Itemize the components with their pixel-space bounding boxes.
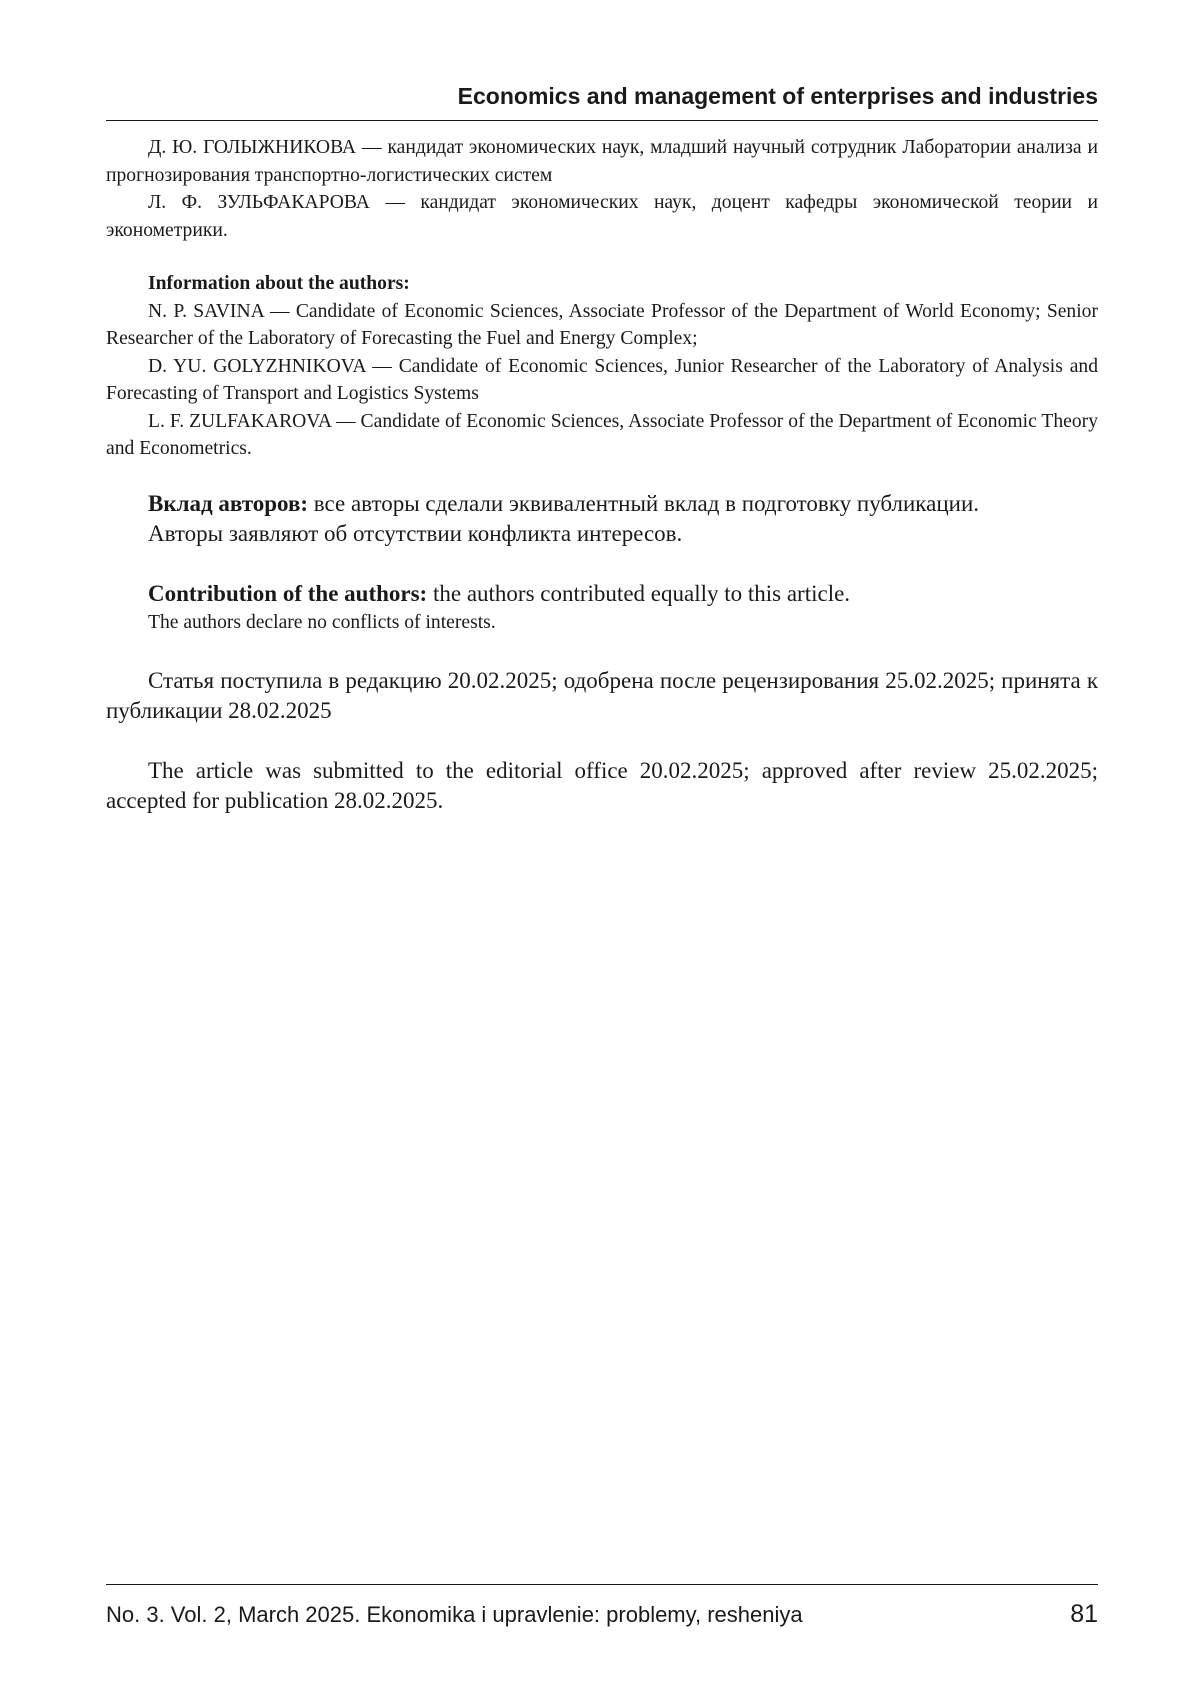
contribution-ru <box>106 489 1098 519</box>
spacer <box>106 726 1098 756</box>
spacer <box>106 636 1098 666</box>
conflict-statement-en: The authors declare no conflicts of interests. <box>106 609 1098 637</box>
spacer <box>106 244 1098 270</box>
author-info-en-zulfakarova: L. F. ZULFAKAROVA — Candidate of Economic Sciences, Associate Professor of the Department of Economic Theory and Econometrics. <box>106 408 1098 463</box>
spacer <box>106 549 1098 579</box>
article-dates-ru: Статья поступила в редакцию 20.02.2025; одобрена после рецензирования 25.02.2025; принята к публикации 28.02.2025 <box>106 666 1098 726</box>
running-title: Economics and management of enterprises and industries <box>106 82 1098 110</box>
footer-rule <box>106 1584 1098 1585</box>
author-info-ru-golyzhnikova: Д. Ю. ГОЛЫЖНИКОВА — кандидат экономических наук, младший научный сотрудник Лаборатории анализа и прогнозирования транспортно-логистических систем <box>106 134 1098 189</box>
spacer <box>106 463 1098 489</box>
page-footer <box>106 1600 1098 1629</box>
journal-page <box>0 0 1200 1698</box>
contribution-en-label: Contribution of the authors: <box>148 581 427 606</box>
authors-info-heading: Information about the authors: <box>106 270 1098 298</box>
article-end-matter <box>106 134 1098 816</box>
author-info-ru-zulfakarova: Л. Ф. ЗУЛЬФАКАРОВА — кандидат экономических наук, доцент кафедры экономической теории и эконометрики. <box>106 189 1098 244</box>
conflict-statement-ru: Авторы заявляют об отсутствии конфликта интересов. <box>106 519 1098 549</box>
contribution-ru-text: все авторы сделали эквивалентный вклад в подготовку публикации. <box>308 491 979 516</box>
page-number: 81 <box>1070 1600 1098 1629</box>
contribution-ru-label: Вклад авторов: <box>148 491 308 516</box>
author-info-en-savina: N. P. SAVINA — Candidate of Economic Sciences, Associate Professor of the Department of World Economy; Senior Researcher of the Laboratory of Forecasting the Fuel and Energy Complex; <box>106 298 1098 353</box>
author-info-en-golyzhnikova: D. YU. GOLYZHNIKOVA — Candidate of Economic Sciences, Junior Researcher of the Laboratory of Analysis and Forecasting of Transport and Logistics Systems <box>106 353 1098 408</box>
contribution-en-text: the authors contributed equally to this article. <box>427 581 850 606</box>
contribution-en <box>106 579 1098 609</box>
journal-citation: No. 3. Vol. 2, March 2025. Ekonomika i upravlenie: problemy, resheniya <box>106 1602 803 1628</box>
header-rule <box>106 120 1098 121</box>
article-dates-en: The article was submitted to the editorial office 20.02.2025; approved after review 25.02.2025; accepted for publication 28.02.2025. <box>106 756 1098 816</box>
